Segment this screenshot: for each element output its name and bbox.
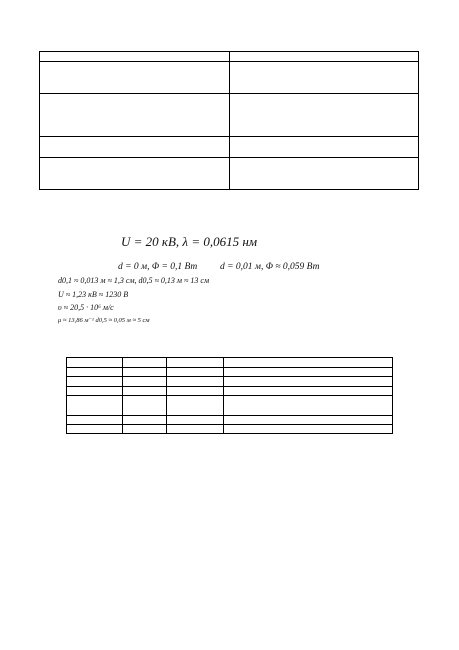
table-row [67,387,393,396]
table-row [67,368,393,377]
table-row [67,377,393,387]
table-row [40,137,419,158]
formula-distances: d0,1 ≈ 0,013 м ≈ 1,3 см, d0,5 ≈ 0,13 м ≈ 13 см [58,276,210,285]
formula-phi-zero: d = 0 м, Φ = 0,1 Вт [118,262,198,272]
formula-mu: μ ≈ 13,86 м⁻¹ d0,5 ≈ 0,05 м ≈ 5 см [58,317,150,324]
table-row [67,425,393,434]
formula-voltage: U ≈ 1,23 кВ ≈ 1230 В [58,290,129,299]
table-row [40,62,419,94]
table-row [40,94,419,137]
formula-phi-one: d = 0,01 м, Φ ≈ 0,059 Вт [220,262,320,272]
table-row [67,396,393,416]
table-bottom [66,357,393,434]
table-row [67,358,393,368]
table-row [40,158,419,190]
table-row [67,416,393,425]
formula-main: U = 20 кВ, λ = 0,0615 нм [121,234,258,249]
table-top [39,51,419,190]
formula-speed: υ ≈ 20,5 · 10⁶ м/с [58,303,114,312]
table-row [40,52,419,62]
